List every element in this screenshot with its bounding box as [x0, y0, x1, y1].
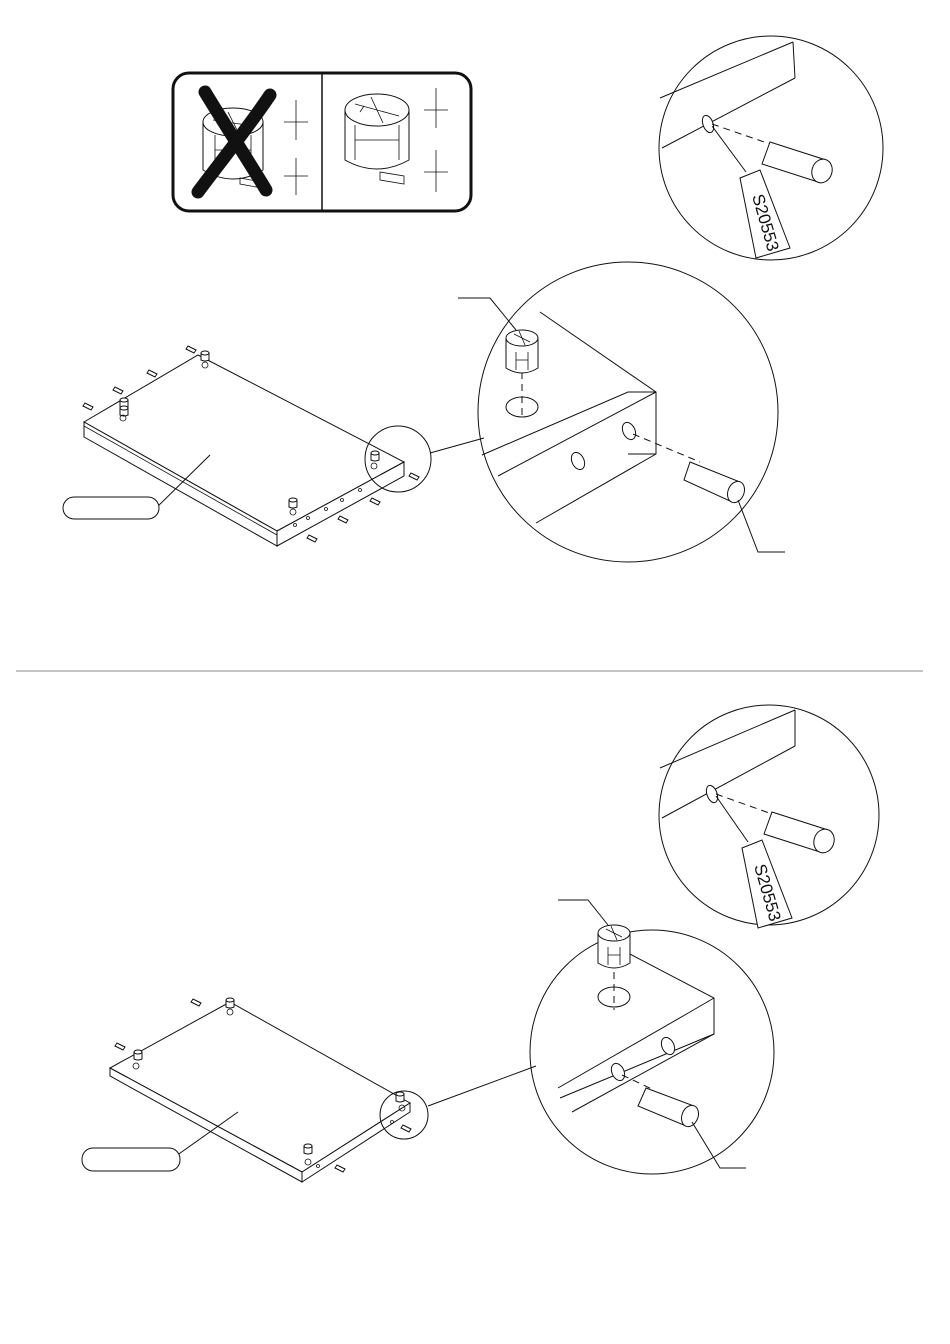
glue-detail-circle-2	[659, 705, 879, 928]
part-label-box-2	[82, 1148, 180, 1171]
cam-lock-detail-1	[506, 330, 538, 373]
cam-orientation-warning-panel	[173, 73, 471, 211]
panel-overview-2	[82, 998, 536, 1182]
glue-tube-label-2: S20553	[750, 861, 785, 924]
cam-detail-circle-2	[530, 900, 774, 1174]
glue-detail-circle-1	[659, 36, 883, 260]
dowel-pin-2	[764, 812, 837, 856]
cam-detail-circle-1	[458, 262, 785, 562]
glue-tube-label-1: S20553	[748, 191, 783, 254]
dowel-pin-1	[762, 142, 835, 186]
part-label-box-1	[63, 497, 159, 519]
dowel-pin-detail-1	[684, 462, 748, 505]
dowel-pin-detail-2	[638, 1088, 702, 1129]
panel-overview-1	[63, 346, 484, 546]
cam-lock-detail-2	[598, 925, 630, 968]
